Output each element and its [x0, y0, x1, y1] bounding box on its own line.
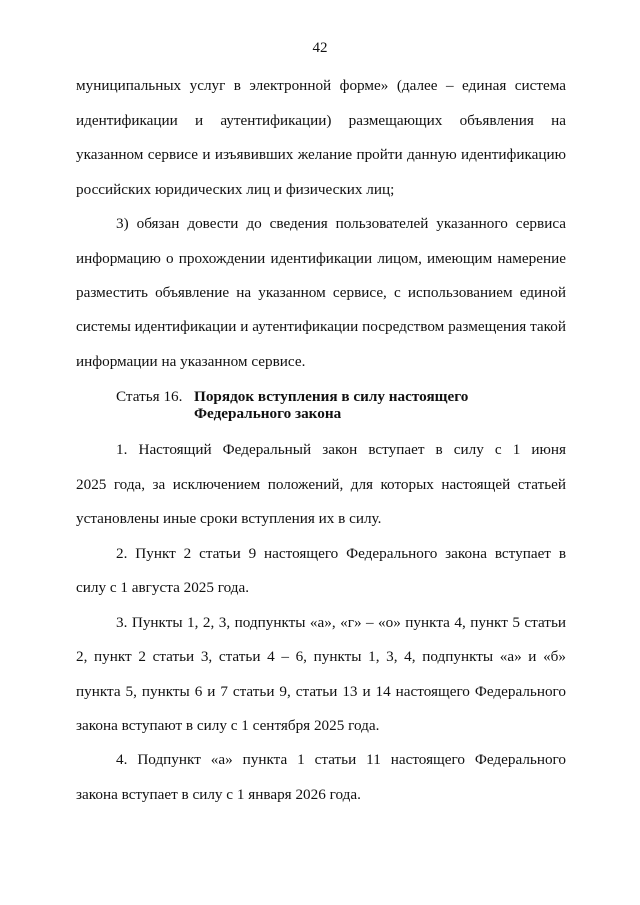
text-line: силу с 1 августа 2025 года. — [76, 579, 250, 596]
text-line: пункта 5, пункты 6 и 7 статьи 9, статьи 13 и 14 настоящего Федерального — [76, 683, 566, 700]
text-line: российских юридических лиц и физических лиц; — [76, 181, 395, 198]
text-line: закона вступают в силу с 1 сентября 2025 года. — [76, 717, 380, 734]
text-line: установлены иные сроки вступления их в силу. — [76, 510, 382, 527]
page-number: 42 — [312, 40, 328, 56]
article-label: Статья 16. — [116, 388, 183, 405]
text-line: информации на указанном сервисе. — [76, 353, 306, 370]
text-line: информацию о прохождении идентификации лицом, имеющим намерение — [76, 250, 566, 267]
text-line: закона вступает в силу с 1 января 2026 года. — [76, 786, 361, 803]
text-line: 1. Настоящий Федеральный закон вступает в силу с 1 июня — [116, 441, 566, 458]
text-line: разместить объявление на указанном сервисе, с использованием единой — [76, 284, 566, 301]
text-line: 2, пункт 2 статьи 3, статьи 4 – 6, пункты 1, 3, 4, подпункты «а» и «б» — [76, 648, 566, 665]
text-line: системы идентификации и аутентификации посредством размещения такой — [76, 318, 566, 335]
text-line: 3. Пункты 1, 2, 3, подпункты «а», «г» – «о» пункта 4, пункт 5 статьи — [116, 614, 566, 631]
text-line: указанном сервисе и изъявивших желание пройти данную идентификацию — [76, 146, 566, 163]
text-line: 4. Подпункт «а» пункта 1 статьи 11 настоящего Федерального — [116, 751, 566, 768]
text-line: 2025 года, за исключением положений, для которых настоящей статьей — [76, 476, 566, 493]
text-line: 2. Пункт 2 статьи 9 настоящего Федерального закона вступает в — [116, 545, 566, 562]
text-line: идентификации и аутентификации) размещающих объявления на — [76, 112, 566, 129]
article-title-line2: Федерального закона — [194, 405, 342, 422]
text-line: 3) обязан довести до сведения пользователей указанного сервиса — [116, 215, 566, 232]
text-line: муниципальных услуг в электронной форме» (далее – единая система — [76, 77, 566, 94]
article-title-line1: Порядок вступления в силу настоящего — [194, 388, 469, 405]
